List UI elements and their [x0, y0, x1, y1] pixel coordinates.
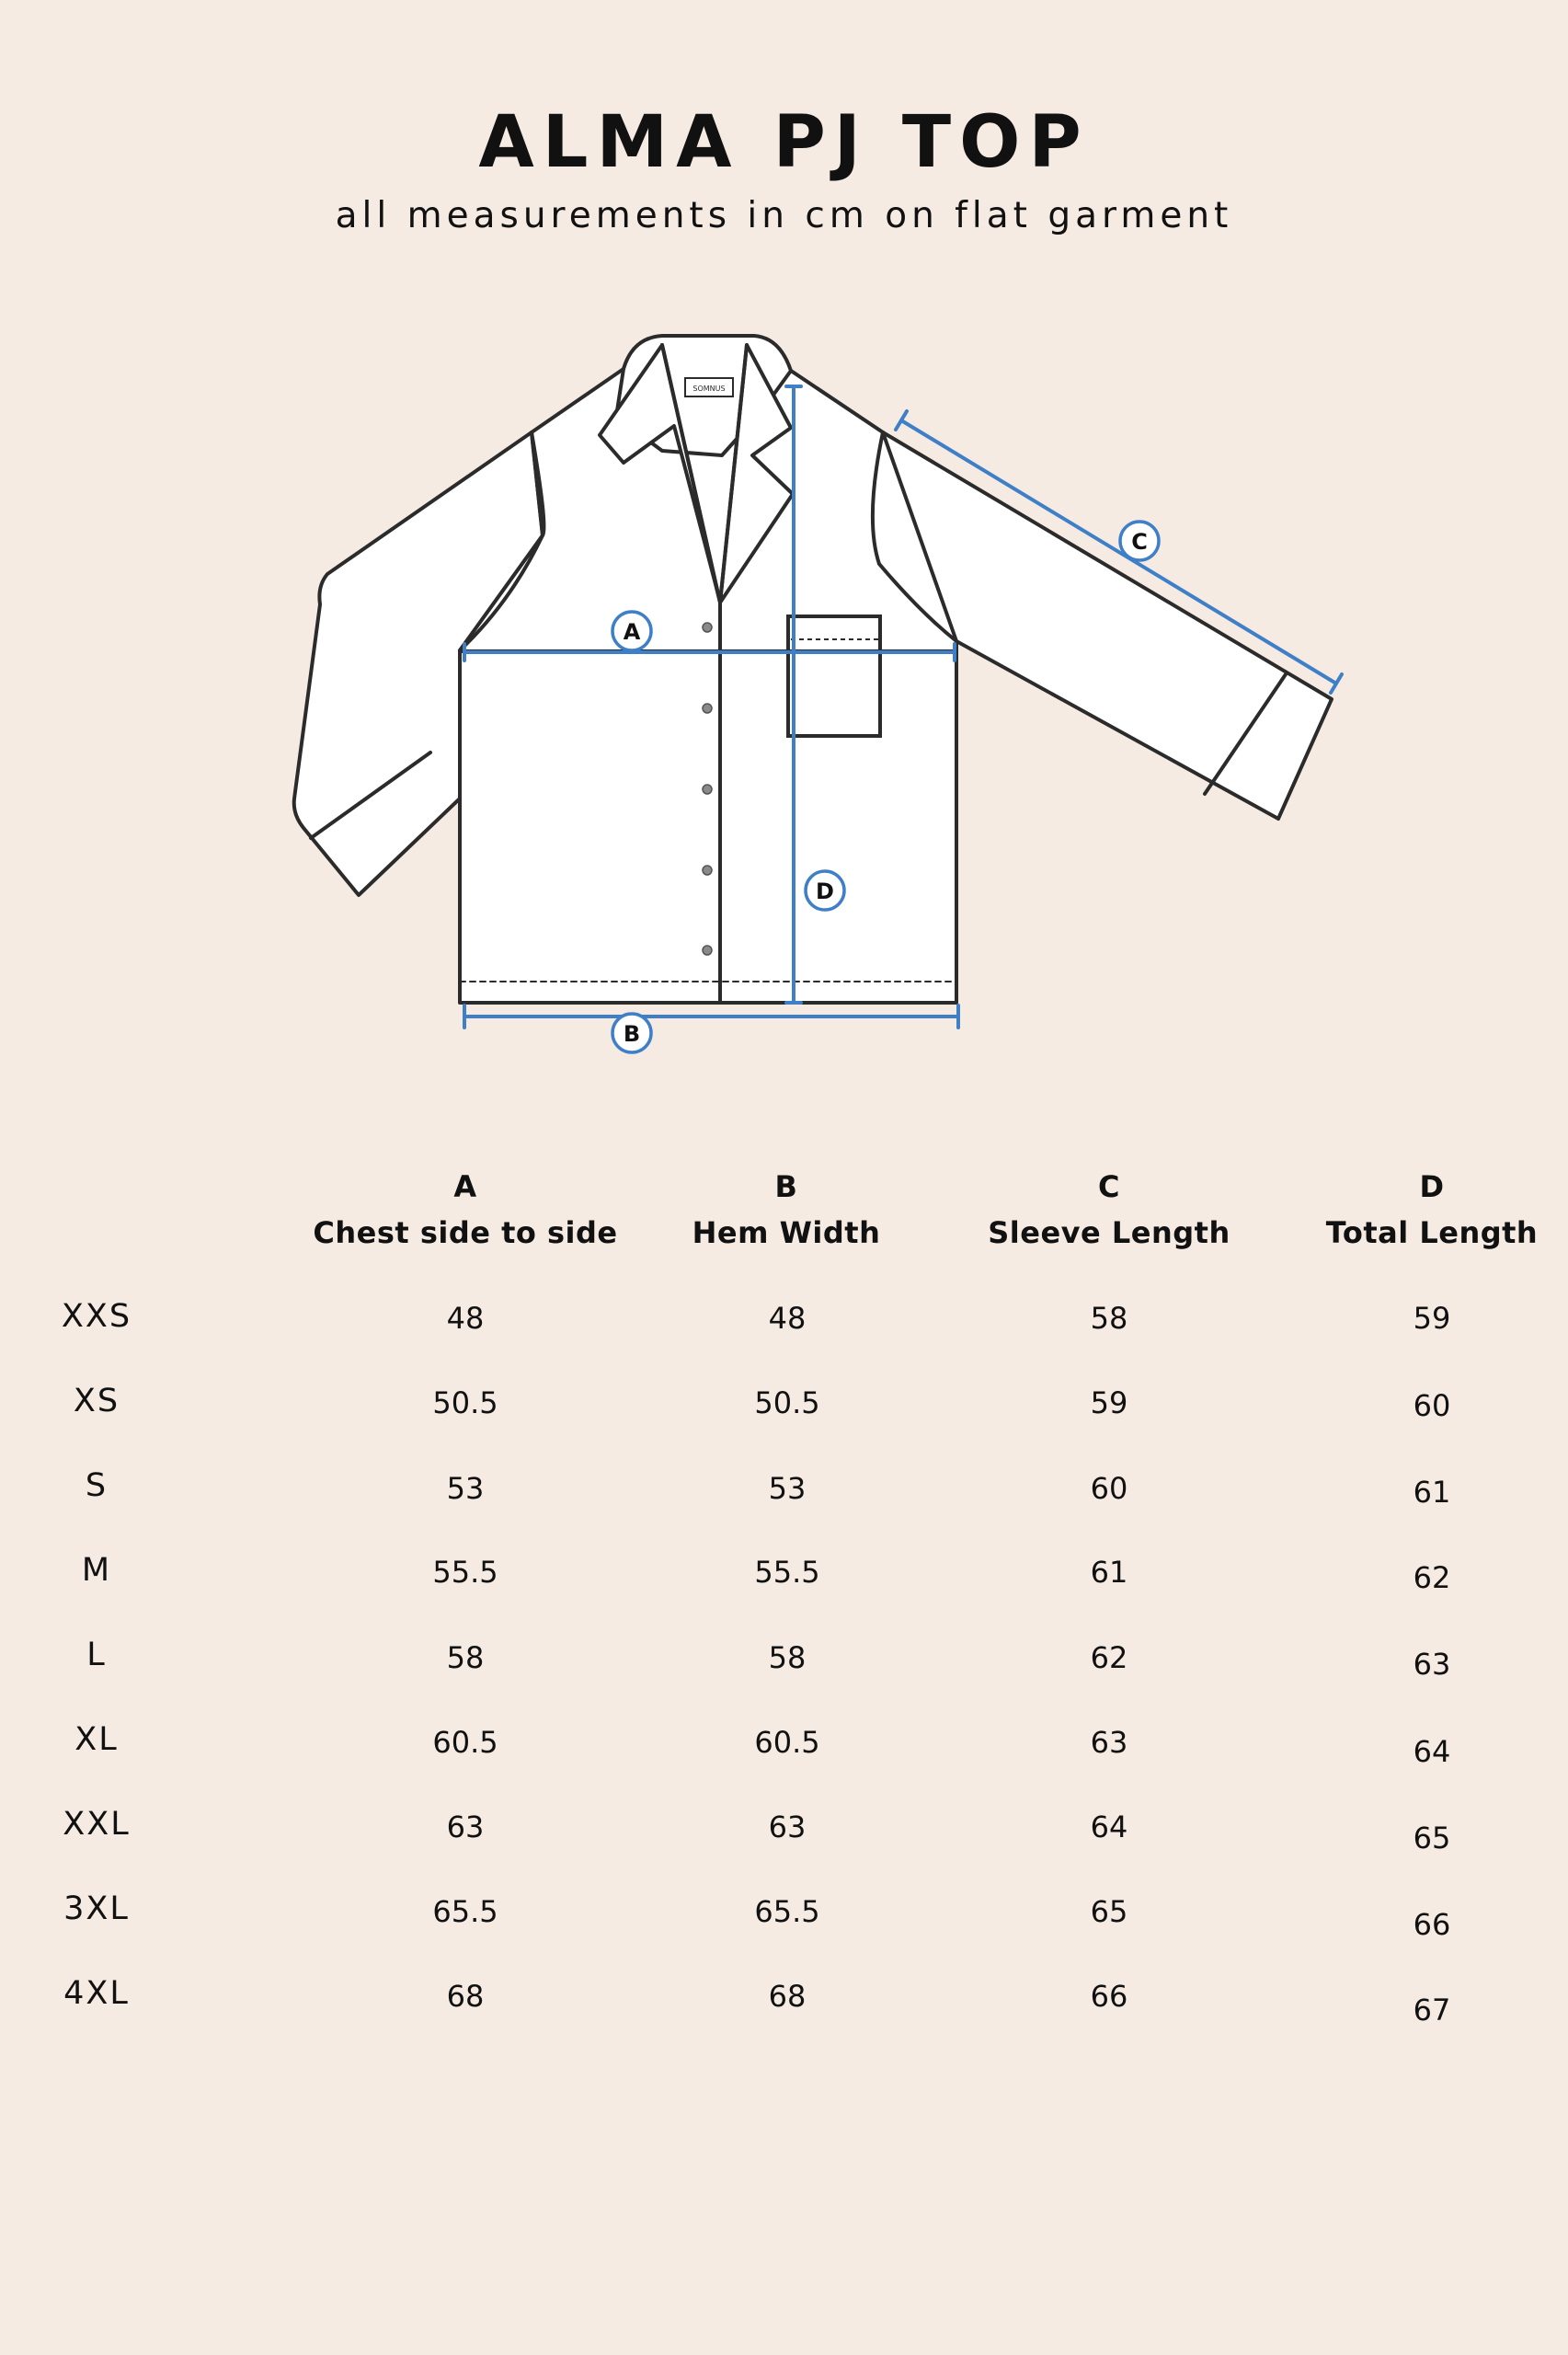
size-label: XL — [74, 1721, 119, 1758]
size-label: M — [81, 1552, 112, 1589]
column-header-b — [602, 1164, 970, 1256]
table-cell: 64 — [1090, 1809, 1128, 1844]
table-cell: 62 — [1413, 1560, 1451, 1595]
table-cell: 60 — [1090, 1471, 1128, 1506]
button-4 — [703, 866, 712, 875]
table-cell: 53 — [768, 1471, 807, 1506]
table-cell: 68 — [446, 1979, 485, 2014]
table-cell: 67 — [1413, 1993, 1451, 2028]
table-cell: 63 — [768, 1809, 807, 1844]
table-cell: 60.5 — [754, 1725, 820, 1760]
table-cell: 65.5 — [432, 1894, 498, 1929]
column-letter: D — [1419, 1169, 1445, 1204]
size-label: L — [86, 1637, 107, 1673]
marker-d-label: D — [816, 879, 834, 904]
table-cell: 58 — [446, 1640, 485, 1675]
table-cell: 61 — [1413, 1475, 1451, 1510]
table-cell: 63 — [1413, 1647, 1451, 1682]
size-label: 3XL — [63, 1890, 130, 1927]
table-cell: 50.5 — [432, 1385, 498, 1420]
table-cell: 66 — [1413, 1907, 1451, 1942]
table-cell: 48 — [446, 1301, 485, 1336]
size-label: 4XL — [63, 1975, 130, 2012]
table-cell: 59 — [1413, 1301, 1451, 1336]
table-cell: 55.5 — [432, 1555, 498, 1590]
button-5 — [703, 946, 712, 955]
table-cell: 64 — [1413, 1734, 1451, 1769]
table-cell: 60 — [1413, 1388, 1451, 1423]
table-cell: 68 — [768, 1979, 807, 2014]
column-letter: B — [774, 1169, 798, 1204]
table-cell: 66 — [1090, 1979, 1128, 2014]
column-header-d — [1248, 1164, 1568, 1256]
table-cell: 53 — [446, 1471, 485, 1506]
marker-a-label: A — [623, 619, 641, 645]
size-label: XS — [73, 1383, 120, 1419]
garment-diagram — [276, 317, 1361, 1081]
table-cell: 65 — [1413, 1821, 1451, 1855]
table-cell: 58 — [1090, 1301, 1128, 1336]
button-3 — [703, 785, 712, 794]
button-2 — [703, 704, 712, 713]
table-cell: 48 — [768, 1301, 807, 1336]
column-name: Sleeve Length — [988, 1215, 1230, 1250]
column-name: Chest side to side — [313, 1215, 618, 1250]
size-label: XXS — [61, 1298, 132, 1335]
column-letter: C — [1098, 1169, 1120, 1204]
column-letter: A — [453, 1169, 477, 1204]
column-name: Hem Width — [692, 1215, 881, 1250]
table-cell: 62 — [1090, 1640, 1128, 1675]
neck-label-text: SOMNUS — [692, 385, 726, 393]
size-label: XXL — [63, 1806, 131, 1843]
marker-c-label: C — [1131, 529, 1148, 555]
column-name: Total Length — [1325, 1215, 1539, 1250]
marker-b-label: B — [623, 1021, 641, 1047]
column-header-a — [281, 1164, 649, 1256]
table-cell: 50.5 — [754, 1385, 820, 1420]
page-title: ALMA PJ TOP — [478, 101, 1090, 184]
table-cell: 65 — [1090, 1894, 1128, 1929]
button-1 — [703, 623, 712, 632]
page-subtitle: all measurements in cm on flat garment — [335, 195, 1233, 236]
size-label: S — [85, 1467, 109, 1504]
table-cell: 58 — [768, 1640, 807, 1675]
table-cell: 55.5 — [754, 1555, 820, 1590]
table-cell: 63 — [1090, 1725, 1128, 1760]
column-header-c — [925, 1164, 1293, 1256]
table-cell: 59 — [1090, 1385, 1128, 1420]
table-cell: 61 — [1090, 1555, 1128, 1590]
table-cell: 65.5 — [754, 1894, 820, 1929]
table-cell: 63 — [446, 1809, 485, 1844]
table-cell: 60.5 — [432, 1725, 498, 1760]
